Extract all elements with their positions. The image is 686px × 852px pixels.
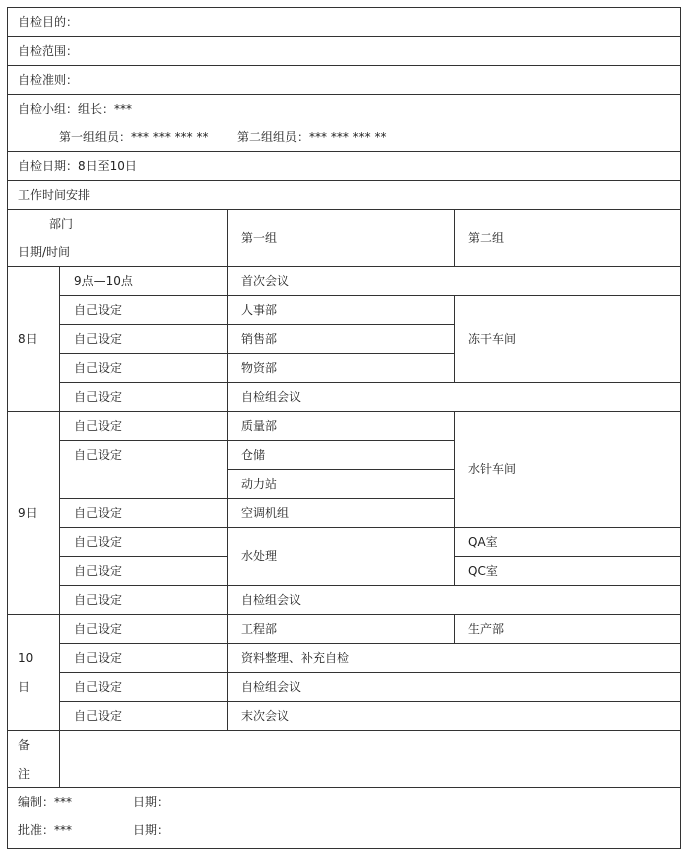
rule (59, 440, 454, 441)
group2-header: 第二组 (468, 231, 505, 245)
day8-date: 8日 (18, 332, 38, 346)
criteria-label: 自检准则： (18, 73, 79, 87)
rule (7, 65, 680, 66)
rule (7, 787, 680, 788)
day8-g1: 销售部 (241, 332, 278, 346)
day9-qc-room: QC室 (468, 564, 498, 578)
day8-g1: 物资部 (241, 361, 278, 375)
group1-members: 第一组组员：*** *** *** ** (59, 130, 209, 144)
day10-time: 自己设定 (74, 680, 123, 694)
rule (7, 411, 680, 412)
day9-time: 自己设定 (74, 593, 123, 607)
rule (7, 36, 680, 37)
prepared-by: 编制：*** (18, 795, 73, 809)
day9-time: 自己设定 (74, 419, 123, 433)
day10-g1: 资料整理、补充自检 (241, 651, 350, 665)
day9-g1: 动力站 (241, 477, 278, 491)
rule (59, 556, 227, 557)
rule (7, 180, 680, 181)
day8-time: 自己设定 (74, 303, 123, 317)
rule (7, 266, 680, 267)
rule (454, 411, 455, 586)
approved-by: 批准：*** (18, 823, 73, 837)
group1-header: 第一组 (241, 231, 278, 245)
rule (59, 324, 454, 325)
day8-time: 自己设定 (74, 361, 123, 375)
day8-time: 9点—10点 (74, 274, 133, 288)
scope-label: 自检范围： (18, 44, 79, 58)
inspection-dates: 自检日期：8日至10日 (18, 159, 137, 173)
day10-date: 10 (18, 651, 34, 665)
rule (59, 353, 454, 354)
day9-g1: 仓储 (241, 448, 266, 462)
rule (7, 151, 680, 152)
rule (454, 556, 680, 557)
day10-date: 日 (18, 680, 31, 694)
day8-time: 自己设定 (74, 390, 123, 404)
prepared-date: 日期： (133, 795, 170, 809)
day10-g1: 自检组会议 (241, 680, 302, 694)
day10-time: 自己设定 (74, 622, 123, 636)
rule (59, 672, 680, 673)
rule (59, 295, 680, 296)
day9-date: 9日 (18, 506, 38, 520)
datetime-header: 日期/时间 (18, 245, 71, 259)
rule (454, 209, 455, 267)
day8-g1: 人事部 (241, 303, 278, 317)
day9-g1: 空调机组 (241, 506, 290, 520)
purpose-label: 自检目的： (18, 15, 79, 29)
rule (59, 643, 680, 644)
day10-time: 自己设定 (74, 709, 123, 723)
day10-g1: 末次会议 (241, 709, 290, 723)
rule (227, 266, 228, 731)
day9-g1: 自检组会议 (241, 593, 302, 607)
approved-date: 日期： (133, 823, 170, 837)
day8-g1: 首次会议 (241, 274, 290, 288)
day9-time: 自己设定 (74, 564, 123, 578)
rule (7, 94, 680, 95)
schedule-label: 工作时间安排 (18, 188, 91, 202)
day9-g1: 质量部 (241, 419, 278, 433)
rule (227, 209, 228, 267)
remarks-label: 备 (18, 738, 31, 752)
day9-time: 自己设定 (74, 506, 123, 520)
rule (59, 527, 680, 528)
rule (59, 382, 680, 383)
rule (59, 266, 60, 788)
rule (7, 614, 680, 615)
day9-time: 自己设定 (74, 535, 123, 549)
day8-g1: 自检组会议 (241, 390, 302, 404)
day10-g1: 工程部 (241, 622, 278, 636)
remarks-label: 注 (18, 767, 31, 781)
day10-g2: 生产部 (468, 622, 505, 636)
dept-header: 部门 (49, 217, 74, 231)
day10-time: 自己设定 (74, 651, 123, 665)
team-label: 自检小组：组长：*** (18, 102, 133, 116)
rule (7, 730, 680, 731)
rule (59, 498, 454, 499)
rule (59, 585, 680, 586)
rule (7, 209, 680, 210)
rule (454, 614, 455, 644)
rule (59, 701, 680, 702)
day9-qa-room: QA室 (468, 535, 498, 549)
day9-time: 自己设定 (74, 448, 123, 462)
group2-members: 第二组组员：*** *** *** ** (237, 130, 387, 144)
day8-time: 自己设定 (74, 332, 123, 346)
day9-g2: 水针车间 (468, 462, 517, 476)
rule (454, 295, 455, 383)
day9-water-treatment: 水处理 (241, 549, 278, 563)
rule (227, 469, 454, 470)
day8-g2: 冻干车间 (468, 332, 517, 346)
